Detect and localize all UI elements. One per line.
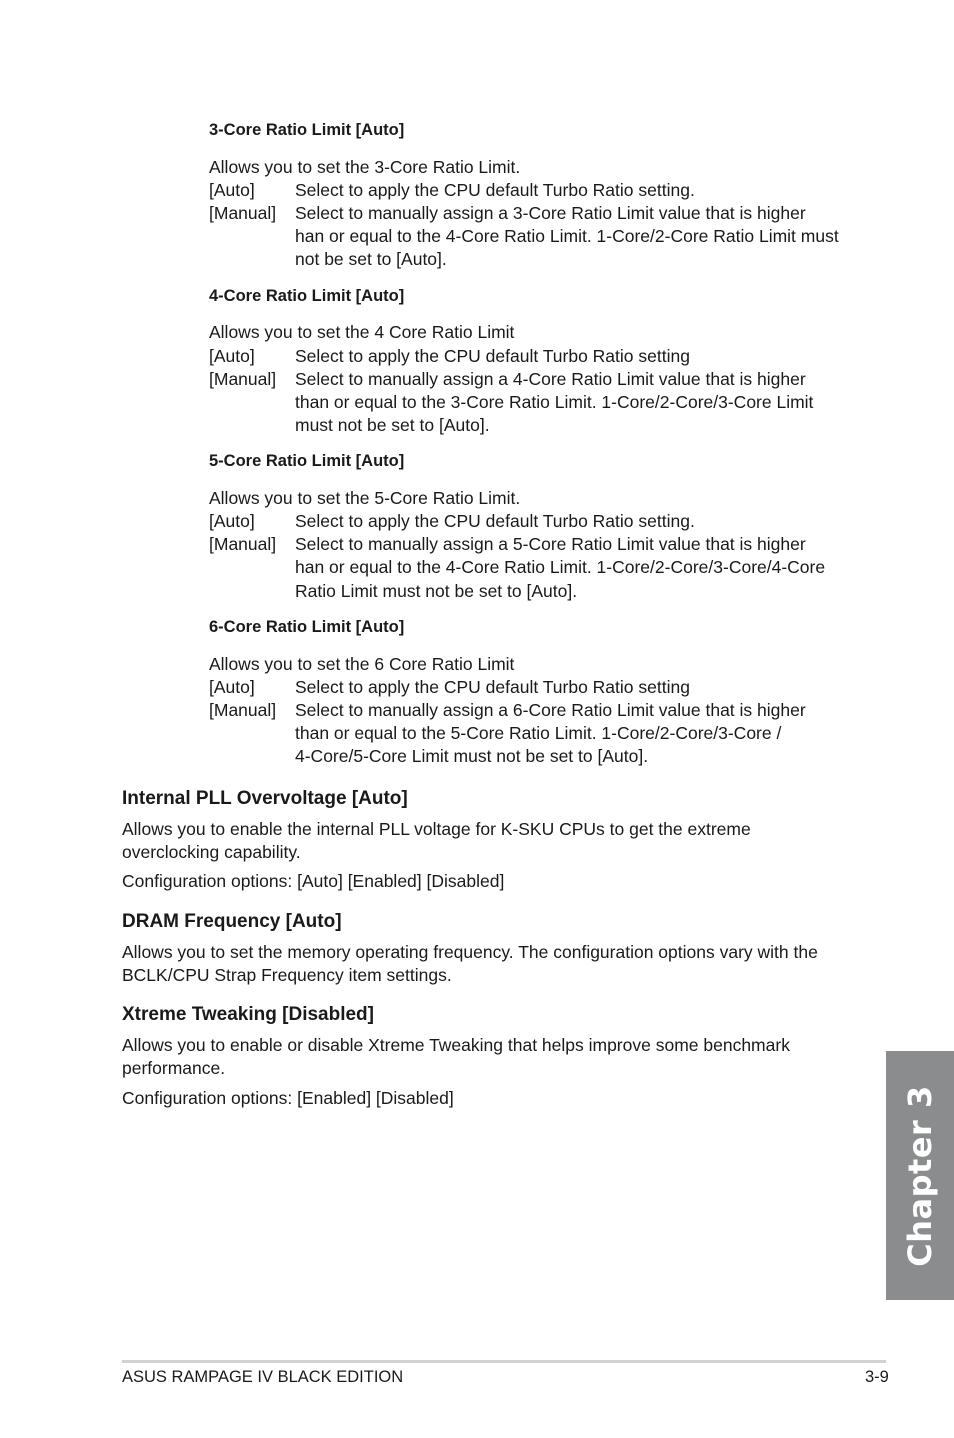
subsection-intro-5core: Allows you to set the 5-Core Ratio Limit. — [209, 488, 521, 508]
footer-product-name: ASUS RAMPAGE IV BLACK EDITION — [122, 1368, 404, 1386]
option-key: [Auto] — [209, 180, 255, 200]
option-key: [Manual] — [209, 700, 277, 720]
section-description: Allows you to set the memory operating frequency. The configuration options vary with the — [122, 942, 818, 962]
footer-rule — [122, 1360, 886, 1363]
option-description: Select to apply the CPU default Turbo Ratio setting. — [295, 511, 695, 531]
section-config-options: Configuration options: [Enabled] [Disabled] — [122, 1088, 454, 1108]
option-description: Select to apply the CPU default Turbo Ratio setting. — [295, 180, 695, 200]
subsection-title-4core: 4-Core Ratio Limit [Auto] — [209, 287, 405, 305]
option-key: [Auto] — [209, 677, 255, 697]
section-description: overclocking capability. — [122, 842, 301, 862]
option-description: 4-Core/5-Core Limit must not be set to [Auto]. — [295, 746, 649, 766]
option-description: than or equal to the 3-Core Ratio Limit. 1-Core/2-Core/3-Core Limit — [295, 392, 814, 412]
option-description: Select to manually assign a 6-Core Ratio Limit value that is higher — [295, 700, 806, 720]
section-title-internal-pll: Internal PLL Overvoltage [Auto] — [122, 788, 408, 809]
subsection-intro-3core: Allows you to set the 3-Core Ratio Limit. — [209, 157, 521, 177]
section-title-dram-frequency: DRAM Frequency [Auto] — [122, 911, 342, 932]
subsection-intro-4core: Allows you to set the 4 Core Ratio Limit — [209, 322, 515, 342]
section-title-xtreme-tweaking: Xtreme Tweaking [Disabled] — [122, 1004, 374, 1025]
option-key: [Auto] — [209, 346, 255, 366]
section-description: BCLK/CPU Strap Frequency item settings. — [122, 965, 452, 985]
subsection-title-5core: 5-Core Ratio Limit [Auto] — [209, 452, 405, 470]
option-key: [Manual] — [209, 534, 277, 554]
option-description: Select to manually assign a 4-Core Ratio Limit value that is higher — [295, 369, 806, 389]
chapter-tab — [886, 1051, 954, 1300]
section-description: Allows you to enable or disable Xtreme Tweaking that helps improve some benchmark — [122, 1035, 790, 1055]
option-description: han or equal to the 4-Core Ratio Limit. 1-Core/2-Core/3-Core/4-Core — [295, 557, 826, 577]
subsection-title-3core: 3-Core Ratio Limit [Auto] — [209, 121, 405, 139]
option-description: han or equal to the 4-Core Ratio Limit. 1-Core/2-Core Ratio Limit must — [295, 226, 839, 246]
option-description: Select to apply the CPU default Turbo Ratio setting — [295, 677, 690, 697]
option-description: Select to apply the CPU default Turbo Ratio setting — [295, 346, 690, 366]
option-description: Select to manually assign a 3-Core Ratio Limit value that is higher — [295, 203, 806, 223]
section-description: Allows you to enable the internal PLL voltage for K-SKU CPUs to get the extreme — [122, 819, 751, 839]
subsection-title-6core: 6-Core Ratio Limit [Auto] — [209, 618, 405, 636]
section-config-options: Configuration options: [Auto] [Enabled] [Disabled] — [122, 871, 505, 891]
section-description: performance. — [122, 1058, 226, 1078]
option-key: [Manual] — [209, 369, 277, 389]
option-description: not be set to [Auto]. — [295, 249, 447, 269]
footer-page-number: 3-9 — [865, 1368, 889, 1386]
option-description: than or equal to the 5-Core Ratio Limit. 1-Core/2-Core/3-Core / — [295, 723, 782, 743]
option-description: Select to manually assign a 5-Core Ratio Limit value that is higher — [295, 534, 806, 554]
chapter-tab-label: Chapter 3 — [901, 1084, 939, 1267]
option-key: [Auto] — [209, 511, 255, 531]
option-key: [Manual] — [209, 203, 277, 223]
subsection-intro-6core: Allows you to set the 6 Core Ratio Limit — [209, 654, 515, 674]
option-description: must not be set to [Auto]. — [295, 415, 490, 435]
option-description: Ratio Limit must not be set to [Auto]. — [295, 581, 578, 601]
